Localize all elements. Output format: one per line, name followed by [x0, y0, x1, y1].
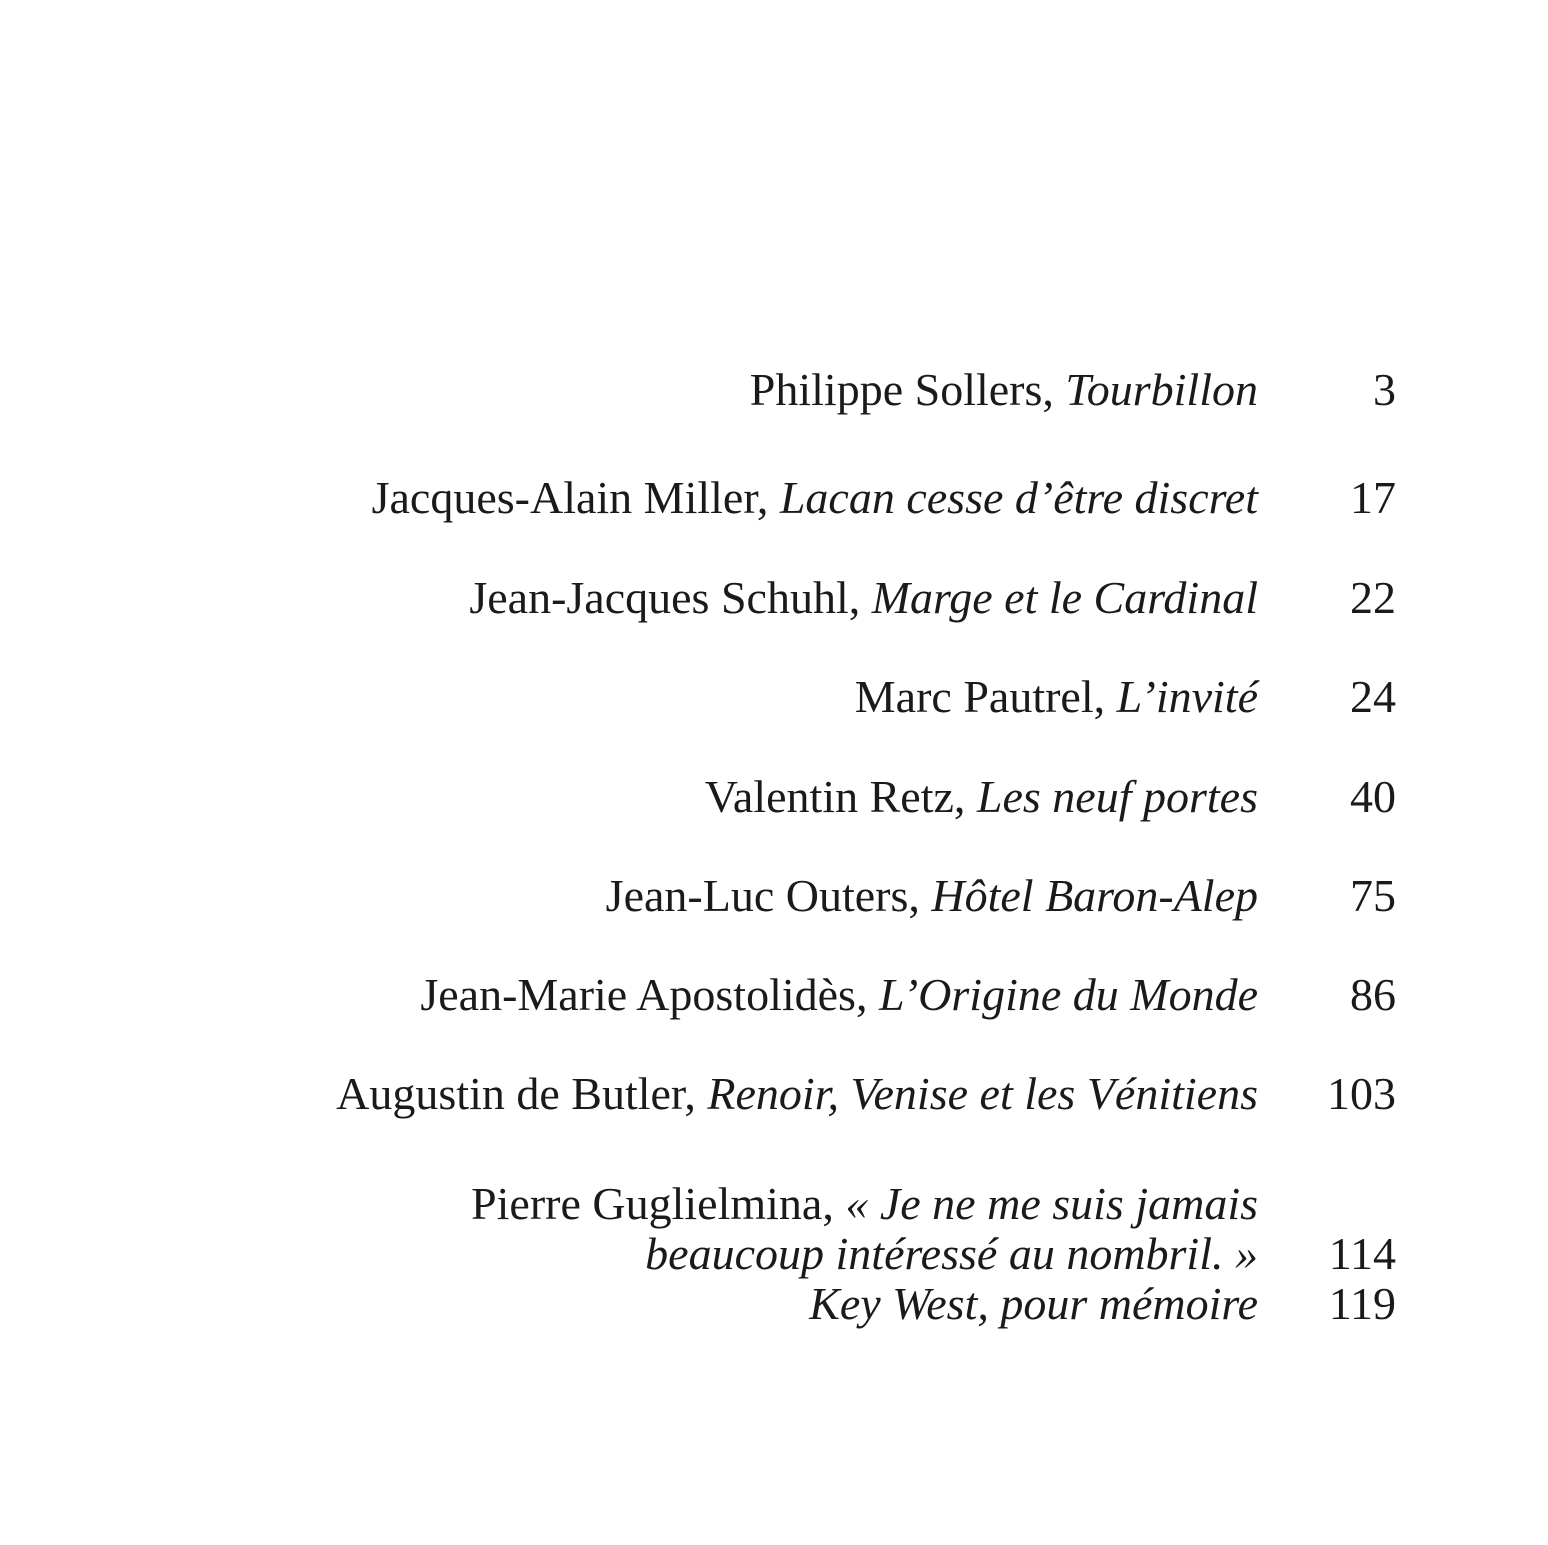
entry-page-number: 3 — [1373, 364, 1396, 415]
toc-entry — [0, 360, 1548, 420]
entry-title: Hôtel Baron-Alep — [931, 870, 1258, 921]
toc-entry — [0, 866, 1548, 926]
entry-title: Marge et le Cardinal — [871, 572, 1258, 623]
entry-title-line1: « Je ne me suis jamais — [845, 1178, 1258, 1229]
entry-page-number: 22 — [1350, 572, 1396, 623]
toc-entry — [0, 468, 1548, 528]
entry-page-number: 114 — [1328, 1228, 1396, 1279]
entry-title: Key West, pour mémoire — [809, 1278, 1258, 1329]
entry-title: Lacan cesse d’être discret — [779, 472, 1258, 523]
entry-author: Valentin Retz, — [704, 771, 966, 822]
entry-author: Philippe Sollers, — [749, 364, 1054, 415]
toc-entry — [0, 667, 1548, 727]
toc-entry — [0, 965, 1548, 1025]
toc-entry-line — [0, 1274, 1548, 1334]
entry-author: Jean-Marie Apostolidès, — [420, 969, 868, 1020]
entry-page-number: 86 — [1350, 969, 1396, 1020]
entry-page-number: 119 — [1328, 1278, 1396, 1329]
toc-entry — [0, 568, 1548, 628]
entry-title-line2: beaucoup intéressé au nombril. » — [645, 1228, 1258, 1279]
entry-page-number: 75 — [1350, 870, 1396, 921]
entry-author: Pierre Guglielmina, — [471, 1178, 834, 1229]
entry-title: Renoir, Venise et les Vénitiens — [707, 1068, 1258, 1119]
entry-author: Jean-Luc Outers, — [605, 870, 920, 921]
entry-author: Jacques-Alain Miller, — [371, 472, 769, 523]
entry-title: L’invité — [1116, 671, 1258, 722]
entry-author: Marc Pautrel, — [854, 671, 1106, 722]
entry-page-number: 17 — [1350, 472, 1396, 523]
entry-page-number: 40 — [1350, 771, 1396, 822]
toc-entry — [0, 767, 1548, 827]
entry-title: Tourbillon — [1065, 364, 1258, 415]
entry-title: L’Origine du Monde — [878, 969, 1258, 1020]
entry-author: Jean-Jacques Schuhl, — [469, 572, 861, 623]
entry-author: Augustin de Butler, — [336, 1068, 696, 1119]
toc-entry — [0, 1064, 1548, 1124]
entry-page-number: 24 — [1350, 671, 1396, 722]
entry-title: Les neuf portes — [976, 771, 1258, 822]
entry-page-number: 103 — [1327, 1068, 1396, 1119]
